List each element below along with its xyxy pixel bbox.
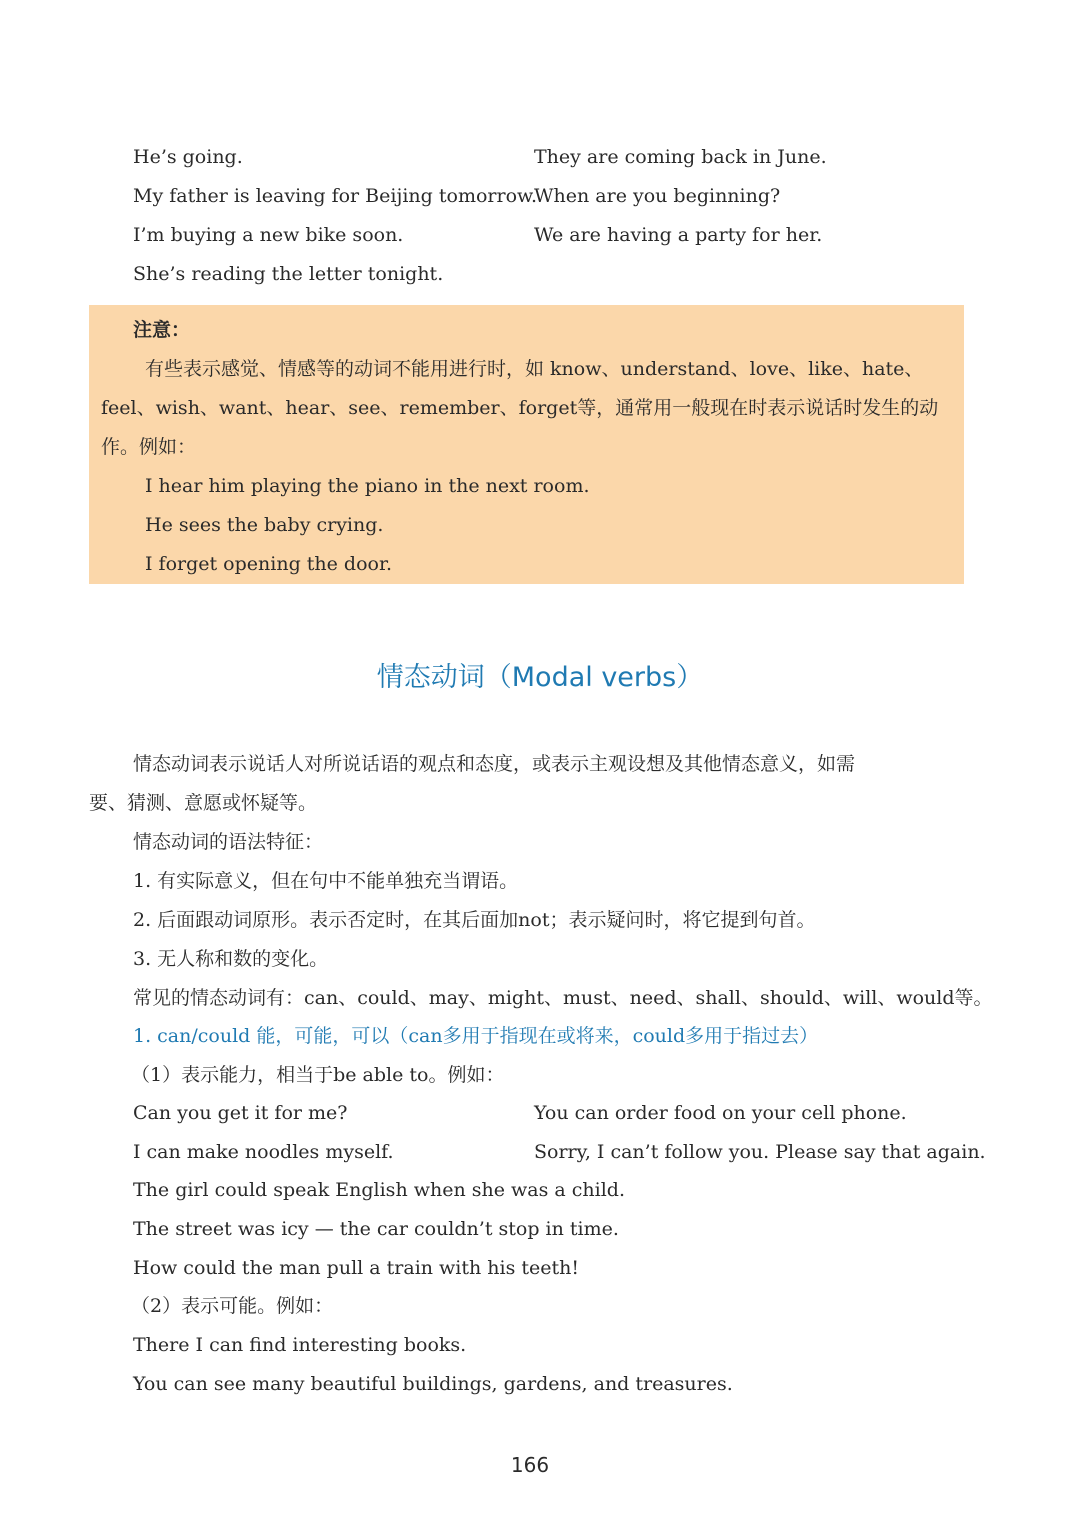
example-sentence: The street was icy — the car couldn’t stop in time.	[133, 1218, 619, 1240]
note-text: feel、wish、want、hear、see、remember、forget等，通常用一般现在时表示说话时发生的动	[101, 397, 939, 419]
intro-text: 要、猜测、意愿或怀疑等。	[89, 792, 318, 814]
page-number: 166	[510, 1453, 550, 1477]
usage-heading: （1）表示能力，相当于be able to。例如：	[131, 1064, 505, 1086]
subheading-can-could: 1. can/could 能，可能，可以（can多用于指现在或将来，could多用于指过去）	[133, 1025, 819, 1047]
features-heading: 情态动词的语法特征：	[133, 831, 324, 853]
note-text: 有些表示感觉、情感等的动词不能用进行时，如 know、understand、love、like、hate、	[145, 358, 924, 380]
feature-item: 2. 后面跟动词原形。表示否定时，在其后面加not；表示疑问时，将它提到句首。	[133, 909, 816, 931]
example-sentence: When are you beginning?	[534, 185, 781, 207]
example-sentence: My father is leaving for Beijing tomorrow.	[133, 185, 538, 207]
feature-item: 3. 无人称和数的变化。	[133, 948, 329, 970]
example-sentence: Can you get it for me?	[133, 1102, 348, 1124]
example-sentence: I can make noodles myself.	[133, 1141, 394, 1163]
example-sentence: Sorry, I can’t follow you. Please say that again.	[534, 1141, 986, 1163]
example-sentence: We are having a party for her.	[534, 224, 823, 246]
note-title: 注意：	[133, 319, 191, 341]
example-sentence: She’s reading the letter tonight.	[133, 263, 444, 285]
feature-item: 1. 有实际意义，但在句中不能单独充当谓语。	[133, 870, 519, 892]
usage-heading: （2）表示可能。例如：	[131, 1295, 334, 1317]
note-example: I hear him playing the piano in the next room.	[145, 475, 590, 497]
note-example: I forget opening the door.	[145, 553, 393, 575]
example-sentence: I’m buying a new bike soon.	[133, 224, 404, 246]
example-sentence: They are coming back in June.	[534, 146, 827, 168]
note-text: 作。例如：	[101, 436, 197, 458]
example-sentence: You can order food on your cell phone.	[534, 1102, 907, 1124]
intro-text: 情态动词表示说话人对所说话语的观点和态度，或表示主观设想及其他情态意义，如需	[133, 753, 856, 775]
example-sentence: How could the man pull a train with his teeth!	[133, 1257, 580, 1279]
example-sentence: There I can find interesting books.	[133, 1334, 467, 1356]
note-example: He sees the baby crying.	[145, 514, 384, 536]
example-sentence: He’s going.	[133, 146, 243, 168]
note-box	[89, 305, 964, 584]
example-sentence: The girl could speak English when she was a child.	[133, 1179, 625, 1201]
section-title: 情态动词（Modal verbs）	[376, 662, 704, 693]
example-sentence: You can see many beautiful buildings, gardens, and treasures.	[133, 1373, 733, 1395]
common-modals-list: 常见的情态动词有：can、could、may、might、must、need、shall、should、will、would等。	[133, 987, 993, 1009]
